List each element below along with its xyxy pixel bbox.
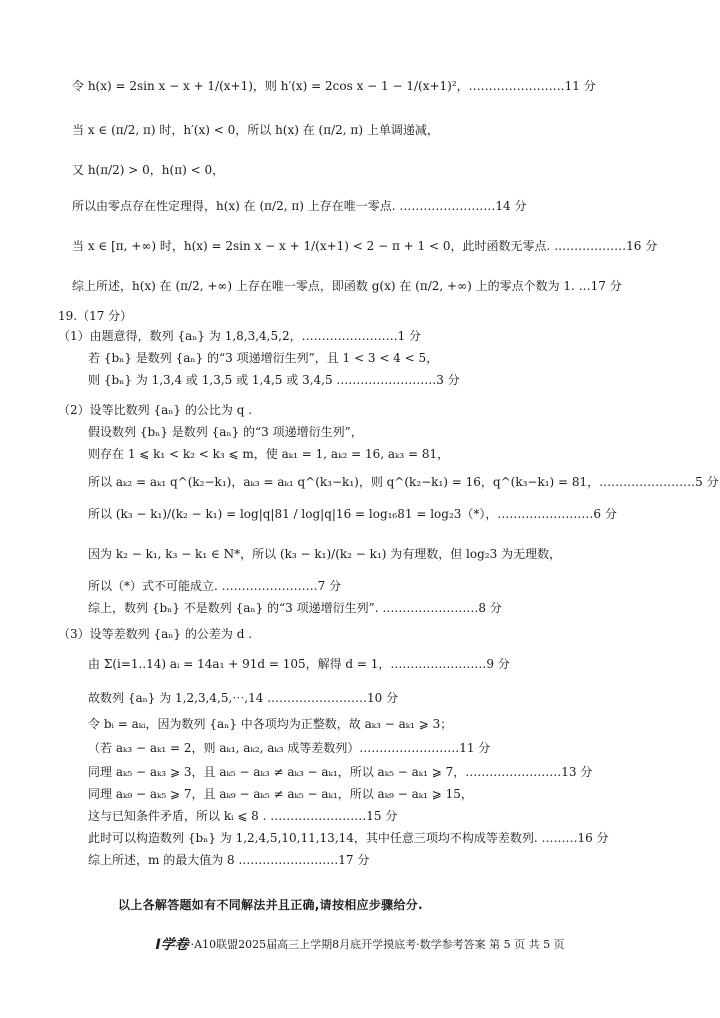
- solution-line: 当 x ∈ [π, +∞) 时，h(x) = 2sin x − x + 1/(x+1) < 2 − π + 1 < 0，此时函数无零点. ………………16 分: [72, 239, 658, 253]
- solution-line: 当 x ∈ (π/2, π) 时，h′(x) < 0，所以 h(x) 在 (π/2, π) 上单调递减，: [72, 123, 439, 137]
- solution-line: （若 aₖ₃ − aₖ₁ = 2，则 aₖ₁, aₖ₂, aₖ₃ 成等差数列）.……………………11 分: [88, 741, 491, 755]
- solution-line: （3）设等差数列 {aₙ} 的公差为 d .: [58, 627, 253, 641]
- solution-line: 又 h(π/2) > 0，h(π) < 0，: [72, 163, 225, 177]
- solution-line: 综上所述，h(x) 在 (π/2, +∞) 上存在唯一零点，即函数 g(x) 在 (π/2, +∞) 上的零点个数为 1. …17 分: [72, 279, 622, 293]
- solution-line: 所以由零点存在性定理得，h(x) 在 (π/2, π) 上存在唯一零点. ……………………14 分: [72, 199, 527, 213]
- solution-line: 所以 aₖ₂ = aₖ₁ q^(k₂−k₁)，aₖ₃ = aₖ₁ q^(k₃−k₁)，则 q^(k₂−k₁) = 16，q^(k₃−k₁) = 81，……………………5 分: [88, 475, 719, 489]
- solution-line: 综上，数列 {bₙ} 不是数列 {aₙ} 的“3 项递增衍生列”. ……………………8 分: [88, 601, 502, 615]
- publisher-logo: I学卷: [155, 937, 189, 953]
- solution-line: 19.（17 分）: [58, 309, 133, 323]
- solution-line: 故数列 {aₙ} 为 1,2,3,4,5,⋯,14 .……………………10 分: [88, 691, 399, 705]
- solution-line: 同理 aₖ₅ − aₖ₃ ⩾ 3，且 aₖ₅ − aₖ₃ ≠ aₖ₃ − aₖ₁，所以 aₖ₅ − aₖ₁ ⩾ 7，……………………13 分: [88, 765, 593, 779]
- solution-line: 则 {bₙ} 为 1,3,4 或 1,3,5 或 1,4,5 或 3,4,5 .……………………3 分: [88, 373, 460, 387]
- solution-line: 令 bᵢ = aₖᵢ，因为数列 {aₙ} 中各项均为正整数，故 aₖ₃ − aₖ₁ ⩾ 3；: [88, 717, 453, 731]
- solution-line: 这与已知条件矛盾，所以 kᵢ ⩽ 8 . ……………………15 分: [88, 809, 398, 823]
- solution-line: （2）设等比数列 {aₙ} 的公比为 q .: [58, 403, 253, 417]
- solution-line: 同理 aₖ₉ − aₖ₅ ⩾ 7，且 aₖ₉ − aₖ₅ ≠ aₖ₅ − aₖ₁，所以 aₖ₉ − aₖ₁ ⩾ 15，: [88, 787, 473, 801]
- solution-line: （1）由题意得，数列 {aₙ} 为 1,8,3,4,5,2，……………………1 分: [58, 329, 422, 343]
- solution-line: 因为 k₂ − k₁, k₃ − k₁ ∈ N*，所以 (k₃ − k₁)/(k₂ − k₁) 为有理数，但 log₂3 为无理数，: [88, 547, 562, 561]
- page-footer: [0, 938, 720, 952]
- solution-line: 令 h(x) = 2sin x − x + 1/(x+1)，则 h′(x) = 2cos x − 1 − 1/(x+1)²，……………………11 分: [72, 79, 596, 93]
- solution-line: 综上所述，m 的最大值为 8 .……………………17 分: [88, 853, 370, 867]
- solution-line: 所以 (k₃ − k₁)/(k₂ − k₁) = log|q|81 / log|q|16 = log₁₆81 = log₂3（*），……………………6 分: [88, 507, 617, 521]
- solution-line: 所以（*）式不可能成立. ……………………7 分: [88, 579, 342, 593]
- solution-line: 则存在 1 ⩽ k₁ < k₂ < k₃ ⩽ m，使 aₖ₁ = 1, aₖ₂ = 16, aₖ₃ = 81，: [88, 447, 450, 461]
- grading-note: 以上各解答题如有不同解法并且正确,请按相应步骤给分.: [118, 898, 423, 912]
- solution-line: 此时可以构造数列 {bₙ} 为 1,2,4,5,10,11,13,14，其中任意三项均不构成等差数列. ………16 分: [88, 831, 609, 845]
- solution-line: 假设数列 {bₙ} 是数列 {aₙ} 的“3 项递增衍生列”，: [88, 425, 363, 439]
- solution-line: 若 {bₙ} 是数列 {aₙ} 的“3 项递增衍生列”，且 1 < 3 < 4 < 5，: [88, 351, 439, 365]
- footer-text: ·A10联盟2025届高三上学期8月底开学摸底考·数学参考答案 第 5 页 共 5 页: [190, 938, 565, 951]
- solution-line: 由 Σ(i=1..14) aᵢ = 14a₁ + 91d = 105，解得 d = 1，……………………9 分: [88, 657, 510, 671]
